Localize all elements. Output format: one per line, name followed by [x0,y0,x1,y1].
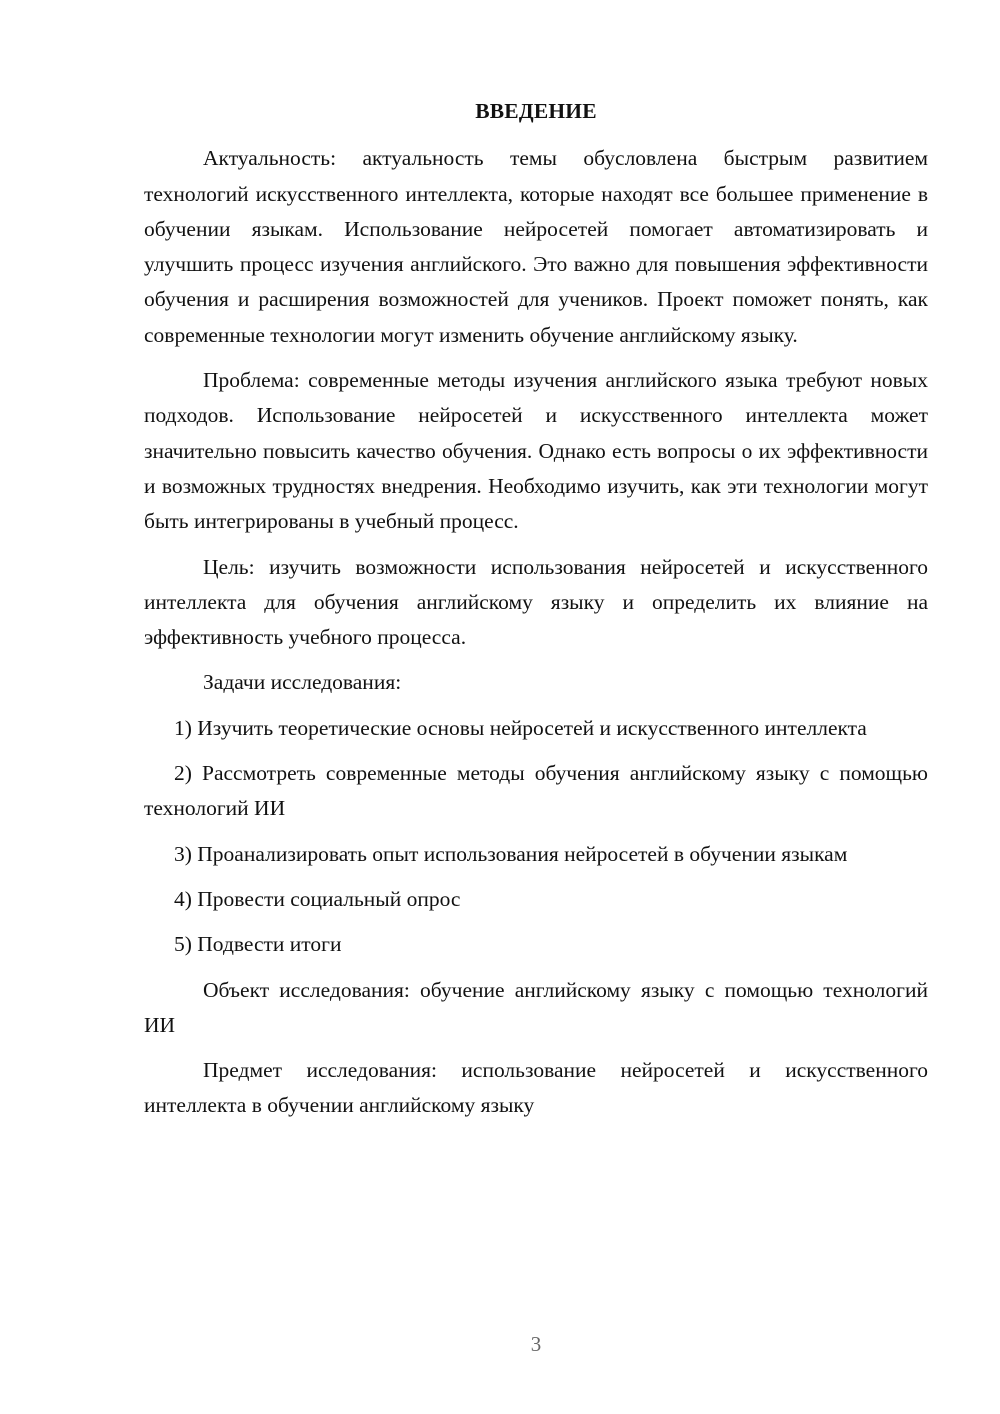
task-item-2: 2) Рассмотреть современные методы обучения английскому языку с помощью технологий ИИ [144,761,928,821]
page-heading: ВВЕДЕНИЕ [475,99,597,123]
task-item-3: 3) Проанализировать опыт использования нейросетей в обучении языкам [174,841,848,866]
relevance-paragraph: Актуальность: актуальность темы обусловлена быстрым развитием технологий искусственного интеллекта, которые находят все большее применение в обучении языкам. Использование нейросетей помогает автоматизировать и улучшить процесс изучения английского. Это важно для повышения эффективности обучения и расширения возможностей для учеников. Проект поможет понять, как современные технологии могут изменить обучение английскому языку. [144,146,928,347]
goal-paragraph: Цель: изучить возможности использования нейросетей и искусственного интеллекта для обучения английскому языку и определить их влияние на эффективность учебного процесса. [144,554,928,650]
task-item-1: 1) Изучить теоретические основы нейросетей и искусственного интеллекта [174,715,867,740]
page-number: 3 [530,1332,542,1356]
page-content [144,94,928,1134]
problem-paragraph: Проблема: современные методы изучения английского языка требуют новых подходов. Использование нейросетей и искусственного интеллекта может значительно повысить качество обучения. Однако есть вопросы о их эффективности и возможных трудностях внедрения. Необходимо изучить, как эти технологии могут быть интегрированы в учебный процесс. [144,368,928,534]
subject-paragraph: Предмет исследования: использование нейросетей и искусственного интеллекта в обучении английскому языку [144,1058,928,1118]
task-item-4: 4) Провести социальный опрос [174,886,461,911]
tasks-heading: Задачи исследования: [203,670,402,695]
object-paragraph: Объект исследования: обучение английскому языку с помощью технологий ИИ [144,977,928,1037]
task-item-5: 5) Подвести итоги [174,932,342,957]
